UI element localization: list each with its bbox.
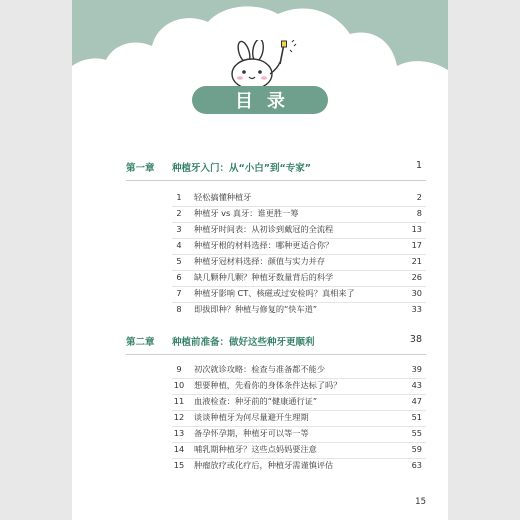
toc-item[interactable] xyxy=(172,224,426,238)
item-page: 2 xyxy=(416,192,422,202)
toc-item[interactable] xyxy=(172,208,426,222)
item-title: 种植牙时间表：从初诊到戴冠的全流程 xyxy=(194,224,334,234)
toc-item[interactable] xyxy=(172,460,426,474)
item-number: 11 xyxy=(173,396,185,406)
divider xyxy=(126,354,426,355)
toc-item[interactable] xyxy=(172,444,426,458)
chapter-title: 种植前准备：做好这些种牙更顺利 xyxy=(172,337,315,348)
item-number: 1 xyxy=(176,192,182,202)
item-page: 8 xyxy=(416,208,422,218)
item-title: 缺几颗种几颗？种植牙数量背后的科学 xyxy=(194,272,334,282)
toc-item[interactable] xyxy=(172,256,426,270)
item-title: 初次就诊攻略：检查与准备都不能少 xyxy=(194,364,326,374)
item-number: 10 xyxy=(173,380,185,390)
divider xyxy=(126,180,426,181)
item-page: 17 xyxy=(411,240,422,250)
item-title: 哺乳期种植牙？这些点妈妈要注意 xyxy=(194,444,317,454)
toc-heading-box xyxy=(192,86,328,114)
item-title: 肿瘤放疗或化疗后，种植牙需谨慎评估 xyxy=(194,460,334,470)
item-number: 15 xyxy=(173,460,185,470)
toc-item[interactable] xyxy=(172,304,426,318)
item-page: 33 xyxy=(411,304,422,314)
divider xyxy=(172,442,426,443)
item-page: 63 xyxy=(411,460,422,470)
divider xyxy=(172,410,426,411)
item-number: 3 xyxy=(176,224,182,234)
toc-item[interactable] xyxy=(172,288,426,302)
item-number: 13 xyxy=(173,428,185,438)
toc-item[interactable] xyxy=(172,380,426,394)
divider xyxy=(172,394,426,395)
item-title: 想要种植，先看你的身体条件达标了吗？ xyxy=(194,380,342,390)
item-title: 谈谈种植牙为何尽量避开生理期 xyxy=(194,412,309,422)
chapter-number: 第一章 xyxy=(126,163,155,174)
chapter-title: 种植牙入门：从“小白”到“专家” xyxy=(172,163,311,174)
divider xyxy=(172,378,426,379)
item-number: 4 xyxy=(176,240,182,250)
divider xyxy=(172,238,426,239)
toc-heading: 目录 xyxy=(235,91,299,112)
item-number: 2 xyxy=(176,208,182,218)
item-title: 种植牙冠材料选择：颜值与实力并存 xyxy=(194,256,326,266)
divider xyxy=(172,458,426,459)
chapter-page: 1 xyxy=(415,160,422,171)
item-number: 7 xyxy=(176,288,182,298)
item-page: 21 xyxy=(411,256,422,266)
divider xyxy=(172,426,426,427)
divider xyxy=(172,270,426,271)
chapter-number: 第二章 xyxy=(126,337,155,348)
item-title: 种植牙 vs 真牙：谁更胜一筹 xyxy=(194,208,299,218)
item-page: 13 xyxy=(411,224,422,234)
item-number: 9 xyxy=(176,364,182,374)
item-title: 轻松搞懂种植牙 xyxy=(194,192,252,202)
item-title: 备孕怀孕期，种植牙可以等一等 xyxy=(194,428,309,438)
item-page: 51 xyxy=(411,412,422,422)
item-page: 39 xyxy=(411,364,422,374)
toc-item[interactable] xyxy=(172,412,426,426)
item-page: 55 xyxy=(411,428,422,438)
toc-item[interactable] xyxy=(172,272,426,286)
item-number: 14 xyxy=(173,444,185,454)
item-number: 8 xyxy=(176,304,182,314)
item-number: 5 xyxy=(176,256,182,266)
item-title: 即拔即种？种植与修复的“快车道” xyxy=(194,304,318,314)
item-number: 12 xyxy=(173,412,185,422)
divider xyxy=(172,206,426,207)
toc-item[interactable] xyxy=(172,396,426,410)
item-page: 47 xyxy=(411,396,422,406)
toc-item[interactable] xyxy=(172,364,426,378)
item-number: 6 xyxy=(176,272,182,282)
divider xyxy=(172,302,426,303)
item-title: 种植牙根的材料选择：哪种更适合你？ xyxy=(194,240,334,250)
item-page: 30 xyxy=(411,288,422,298)
chapter-page: 38 xyxy=(409,334,422,345)
bunny-illustration xyxy=(222,40,302,92)
divider xyxy=(172,222,426,223)
toc-item[interactable] xyxy=(172,428,426,442)
book-page xyxy=(72,0,448,520)
chapter-1-row[interactable] xyxy=(126,160,426,176)
item-page: 59 xyxy=(411,444,422,454)
divider xyxy=(172,286,426,287)
divider xyxy=(172,254,426,255)
item-page: 26 xyxy=(411,272,422,282)
item-page: 43 xyxy=(411,380,422,390)
item-title: 血液检查：种牙前的“健康通行证” xyxy=(194,396,318,406)
toc-item[interactable] xyxy=(172,240,426,254)
item-title: 种植牙影响 CT、核磁或过安检吗？真相来了 xyxy=(194,288,355,298)
page-number: 15 xyxy=(415,497,426,507)
chapter-2-row[interactable] xyxy=(126,334,426,350)
toc-item[interactable] xyxy=(172,192,426,206)
